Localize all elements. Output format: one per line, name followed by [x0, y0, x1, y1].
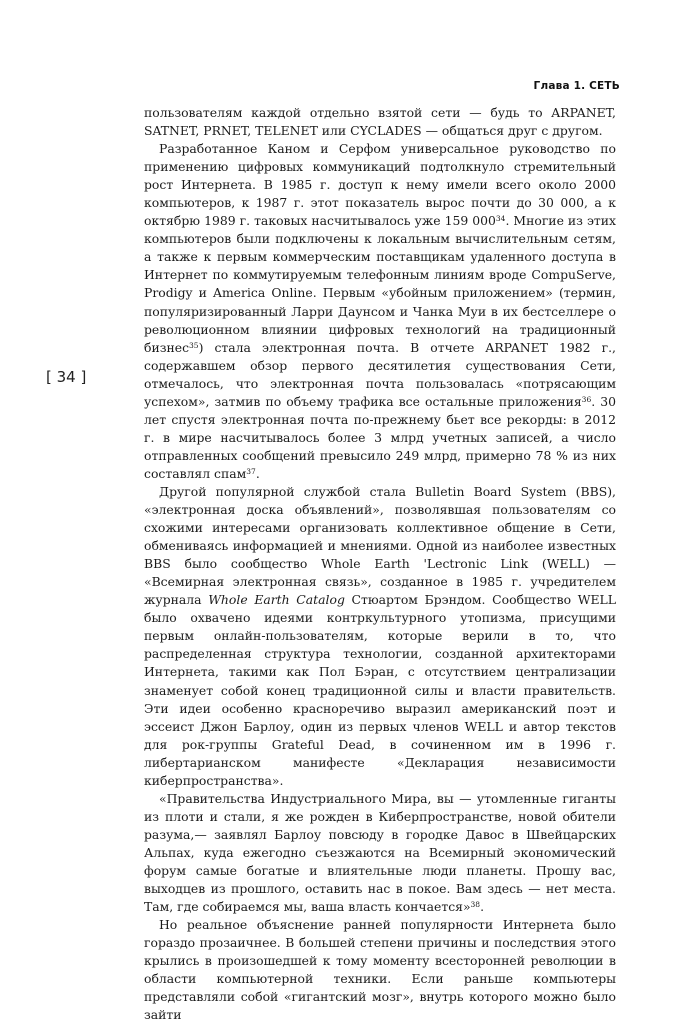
- page-number: [ 34 ]: [46, 368, 87, 386]
- text-run: Другой популярной службой стала Bulletin Board System (BBS), «электронная доска объявлений», позволявшая пользователям со схожими интересами организовать коллективное общение в Сети, обмениваясь информацией и мнениями. Одной из наиболее известных BBS было сообщество Whole Earth 'Lectronic Link (WELL) — «Всемирная электронная связь», созданное в 1985 г. учредителем журнала: [144, 483, 616, 608]
- text-run: «Правительства Индустриального Мира, вы — утомленные гиганты из плоти и стали, я же рожден в Киберпространстве, новой обители разума,— заявлял Барлоу повсюду в городке Давос в Швейцарских Альпах, куда ежегодно съезжаются на Всемирный экономический форум самые богатые и влиятельные люди планеты. Прошу вас, выходцев из прошлого, оставить нас в покое. Вам здесь — нет места. Там, где собираемся мы, ваша власть кончается»: [144, 790, 616, 915]
- footnote-ref: 37: [246, 466, 256, 476]
- paragraph: [144, 916, 616, 1024]
- text-run: . Многие из этих компьютеров были подключены к локальным вычислительным сетям, а также к первым коммерческим поставщикам удаленного доступа в Интернет по коммутируемым телефонным линиям вроде CompuServe, Prodigy и America Online. Первым «убойным приложением» (термин, популяризированный Ларри Даунсом и Чанка Муи в их бестселлере о революционном влиянии цифровых технологий на традиционный бизнес: [144, 213, 617, 355]
- text-run: Стюартом Брэндом. Сообщество WELL было охвачено идеями контркультурного утопизма, присущими первым онлайн-пользователям, которые верили в то, что распределенная структура технологии, созданной архитекторами Интернета, такими как Пол Бэран, с отсутствием централизации знаменует собой конец традиционной силы и власти правительств. Эти идеи особенно красноречиво выразил американский поэт и эссеист Джон Барлоу, один из первых членов WELL и автор текстов для рок-группы Grateful Dead, в сочиненном им в 1996 г. либертарианском манифесте «Декларация независимости киберпространства».: [144, 592, 616, 788]
- footnote-ref: 35: [189, 340, 199, 350]
- paragraph: [144, 140, 616, 483]
- paragraph: [144, 790, 616, 916]
- paragraph: [144, 483, 616, 790]
- paragraph: [144, 104, 616, 140]
- footnote-ref: 38: [470, 900, 481, 910]
- text-run: Но реальное объяснение ранней популярности Интернета было гораздо прозаичнее. В большей степени причины и последствия этого крылись в произошедшей к тому моменту всесторонней революции в области компьютерной техники. Если раньше компьютеры представляли собой «гигантский мозг», внутрь которого можно было зайти: [144, 917, 616, 1023]
- text-run: .: [480, 899, 485, 915]
- italic-title: Whole Earth Catalog: [208, 592, 345, 608]
- text-run: . 30 лет спустя электронная почта по-прежнему бьет все рекорды: в 2012 г. в мире насчитывалось более 3 млрд учетных записей, а число отправленных сообщений превысило 249 млрд, примерно 78 % из них составлял спам: [144, 393, 616, 481]
- footnote-ref: 36: [581, 394, 592, 404]
- text-run: ) стала электронная почта. В отчете ARPANET 1982 г., содержавшем обзор первого десятилетия существования Сети, отмечалось, что электронная почта пользовалась «потрясающим успехом», затмив по объему трафика все остальные приложения: [144, 339, 616, 409]
- running-head: Глава 1. СЕТЬ: [533, 80, 620, 92]
- text-run: пользователям каждой отдельно взятой сети — будь то ARPANET, SATNET, PRNET, TELENET или CYCLADES — общаться друг с другом.: [144, 105, 616, 139]
- body-text: [144, 104, 616, 1024]
- text-run: .: [255, 465, 260, 481]
- text-run: Разработанное Каном и Серфом универсальное руководство по применению цифровых коммуникаций подтолкнуло стремительный рост Интернета. В 1985 г. доступ к нему имели всего около 2000 компьютеров, к 1987 г. этот показатель вырос почти до 30 000, а к октябрю 1989 г. таковых насчитывалось уже 159 000: [144, 141, 616, 229]
- footnote-ref: 34: [495, 214, 506, 224]
